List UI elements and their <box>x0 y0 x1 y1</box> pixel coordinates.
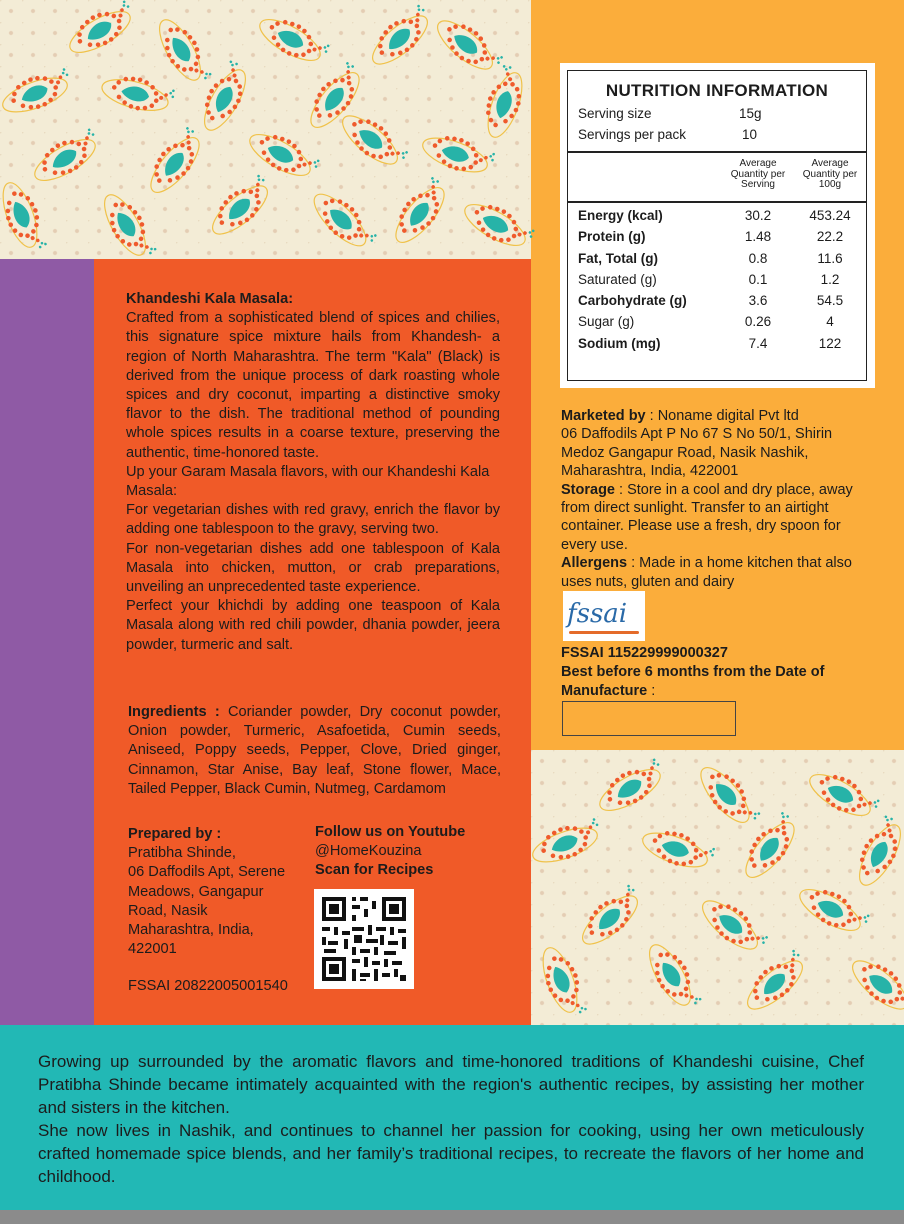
nutrition-row-per-serving: 7.4 <box>748 335 768 351</box>
nutrition-row-label: Saturated (g) <box>578 271 657 287</box>
nutrition-row <box>578 208 863 229</box>
nutrition-row-per-100g: 4 <box>826 314 834 330</box>
prepared-fssai: FSSAI 20822005001540 <box>128 978 288 994</box>
serving-size-value: 15g <box>739 106 762 121</box>
nutrition-row <box>578 336 863 357</box>
prepared-line-1: Pratibha Shinde, <box>128 845 236 862</box>
description-p4: For non-vegetarian dishes add one tablespoon of Kala Masala into chicken, mutton, or crab preparations, unveiling an unprecedented taste experience. <box>126 540 500 596</box>
best-before-colon: : <box>647 683 656 699</box>
address: 06 Daffodils Apt P No 67 S No 50/1, Shirin Medoz Gangapur Road, Nasik Nashik, Maharashtra, India, 422001 <box>561 426 833 480</box>
nutrition-row-per-100g: 453.24 <box>809 208 851 223</box>
story-p2: She now lives in Nashik, and continues to channel her passion for cooking, using her own meticulously crafted homemade spice blends, and her family’s traditional recipes, to recreate the flavors of her home and childhood. <box>38 1121 864 1186</box>
nutrition-rows <box>578 208 863 357</box>
description-p5: Perfect your khichdi by adding one teaspoon of Kala Masala along with red chili powder, dhania powder, jeera powder, turmeric and salt. <box>126 598 500 653</box>
prepared-line-3: Meadows, Gangapur <box>128 883 264 900</box>
bottom-edge <box>0 1210 904 1224</box>
nutrition-row-per-serving: 3.6 <box>748 293 768 309</box>
nutrition-row-per-serving: 30.2 <box>744 208 772 223</box>
nutrition-row <box>578 251 863 272</box>
col2-header: Average Quantity per 100g <box>802 158 858 190</box>
servings-value: 10 <box>742 127 758 142</box>
col1-header: Average Quantity per Serving <box>730 158 786 190</box>
nutrition-table <box>567 70 867 381</box>
nutrition-row-per-serving: 1.48 <box>744 229 772 245</box>
description-p3: For vegetarian dishes with red gravy, enrich the flavor by adding one tablespoon to the gravy, serving two. <box>126 502 500 538</box>
nutrition-row-label: Energy (kcal) <box>578 208 663 223</box>
qr-code[interactable] <box>314 889 414 989</box>
nutrition-row-per-100g: 122 <box>818 335 842 351</box>
serving-size-label: Serving size <box>578 106 652 121</box>
nutrition-row-label: Protein (g) <box>578 229 646 245</box>
fssai-logo-text: fssai <box>567 599 628 629</box>
nutrition-row <box>578 293 863 314</box>
ingredients <box>128 703 501 799</box>
storage-text: : Store in a cool and dry place, away from direct sunlight. Transfer to an airtight container. Please use a fresh, dry spoon for every use. <box>561 481 853 553</box>
info-block <box>561 407 879 591</box>
nutrition-row-per-serving: 0.1 <box>748 271 768 287</box>
nutrition-row-per-serving: 0.26 <box>744 314 772 330</box>
fssai-number: FSSAI 115229999000327 <box>561 645 728 661</box>
nutrition-row <box>578 229 863 250</box>
allergens-text: : Made in a home kitchen that also uses nuts, gluten and dairy <box>561 555 852 590</box>
storage-label: Storage <box>561 481 615 498</box>
nutrition-row-label: Carbohydrate (g) <box>578 293 687 309</box>
story-p1: Growing up surrounded by the aromatic flavors and time-honored traditions of Khandeshi cuisine, Chef Pratibha Shinde became intimately acquainted with the region's authentic recipes, by assisting her mother and sisters in the kitchen. <box>38 1052 864 1117</box>
best-before <box>561 663 881 701</box>
nutrition-divider <box>568 151 866 153</box>
nutrition-row-per-100g: 11.6 <box>817 250 843 266</box>
follow-label: Follow us on Youtube <box>315 824 466 840</box>
fssai-logo-swoosh <box>569 631 639 634</box>
nutrition-row <box>578 272 863 293</box>
date-box <box>562 701 736 736</box>
description <box>126 290 500 655</box>
nutrition-panel <box>560 63 875 388</box>
story <box>38 1050 864 1188</box>
nutrition-row-label: Fat, Total (g) <box>578 250 658 266</box>
prepared-by <box>128 825 313 959</box>
description-p2: Up your Garam Masala flavors, with our Khandeshi Kala Masala: <box>126 463 490 500</box>
social-block <box>315 823 515 881</box>
description-p1: Crafted from a sophisticated blend of spices and chilies, this signature spice mixture hails from Khandesh- a region of North Maharashtra. The term "Kala" (Black) is derived from the unique process of dark roasting whole spices and dry coconut, imparting a distinctive smoky flavor to the dish. The traditional method of pounding whole spices results in a coarse texture, preserving the authentic, time-honored taste. <box>126 310 500 461</box>
marketed-text: : Noname digital Pvt ltd <box>645 408 799 424</box>
best-before-text: Best before 6 months from the Date of Manufacture <box>561 664 825 699</box>
nutrition-row-label: Sugar (g) <box>578 314 635 330</box>
prepared-line-6: 422001 <box>128 941 177 958</box>
nutrition-row-label: Sodium (mg) <box>578 335 661 351</box>
nutrition-row <box>578 314 863 335</box>
nutrition-row-per-serving: 0.8 <box>748 250 768 266</box>
youtube-handle[interactable]: @HomeKouzina <box>315 843 422 860</box>
prepared-line-5: Maharashtra, India, <box>128 922 254 939</box>
prepared-line-2: 06 Daffodils Apt, Serene <box>128 864 286 881</box>
nutrition-row-per-100g: 54.5 <box>816 293 844 309</box>
nutrition-row-per-100g: 1.2 <box>820 271 840 287</box>
marketed-label: Marketed by <box>561 408 646 424</box>
nutrition-title: NUTRITION INFORMATION <box>605 81 829 100</box>
ingredients-text: Coriander powder, Dry coconut powder, Onion powder, Turmeric, Asafoetida, Cumin seeds, Aniseed, Poppy seeds, Pepper, Clove, Dried ginger, Cinnamon, Star Anise, Bay leaf, Stone flower, Mace, Tailed Pepper, Black Cumin, Nutmeg, Cardamom <box>128 704 501 797</box>
fssai-logo <box>563 591 645 641</box>
nutrition-row-per-100g: 22.2 <box>816 229 844 245</box>
qr-code-graphic <box>314 889 414 989</box>
allergens-label: Allergens <box>561 555 628 572</box>
servings-label: Servings per pack <box>578 127 687 142</box>
prepared-line-4: Road, Nasik <box>128 902 208 919</box>
scan-label: Scan for Recipes <box>315 862 434 879</box>
description-title: Khandeshi Kala Masala: <box>126 291 294 307</box>
nutrition-divider-2 <box>568 201 866 203</box>
ingredients-label: Ingredients : <box>128 704 220 720</box>
prepared-label: Prepared by : <box>128 826 222 842</box>
